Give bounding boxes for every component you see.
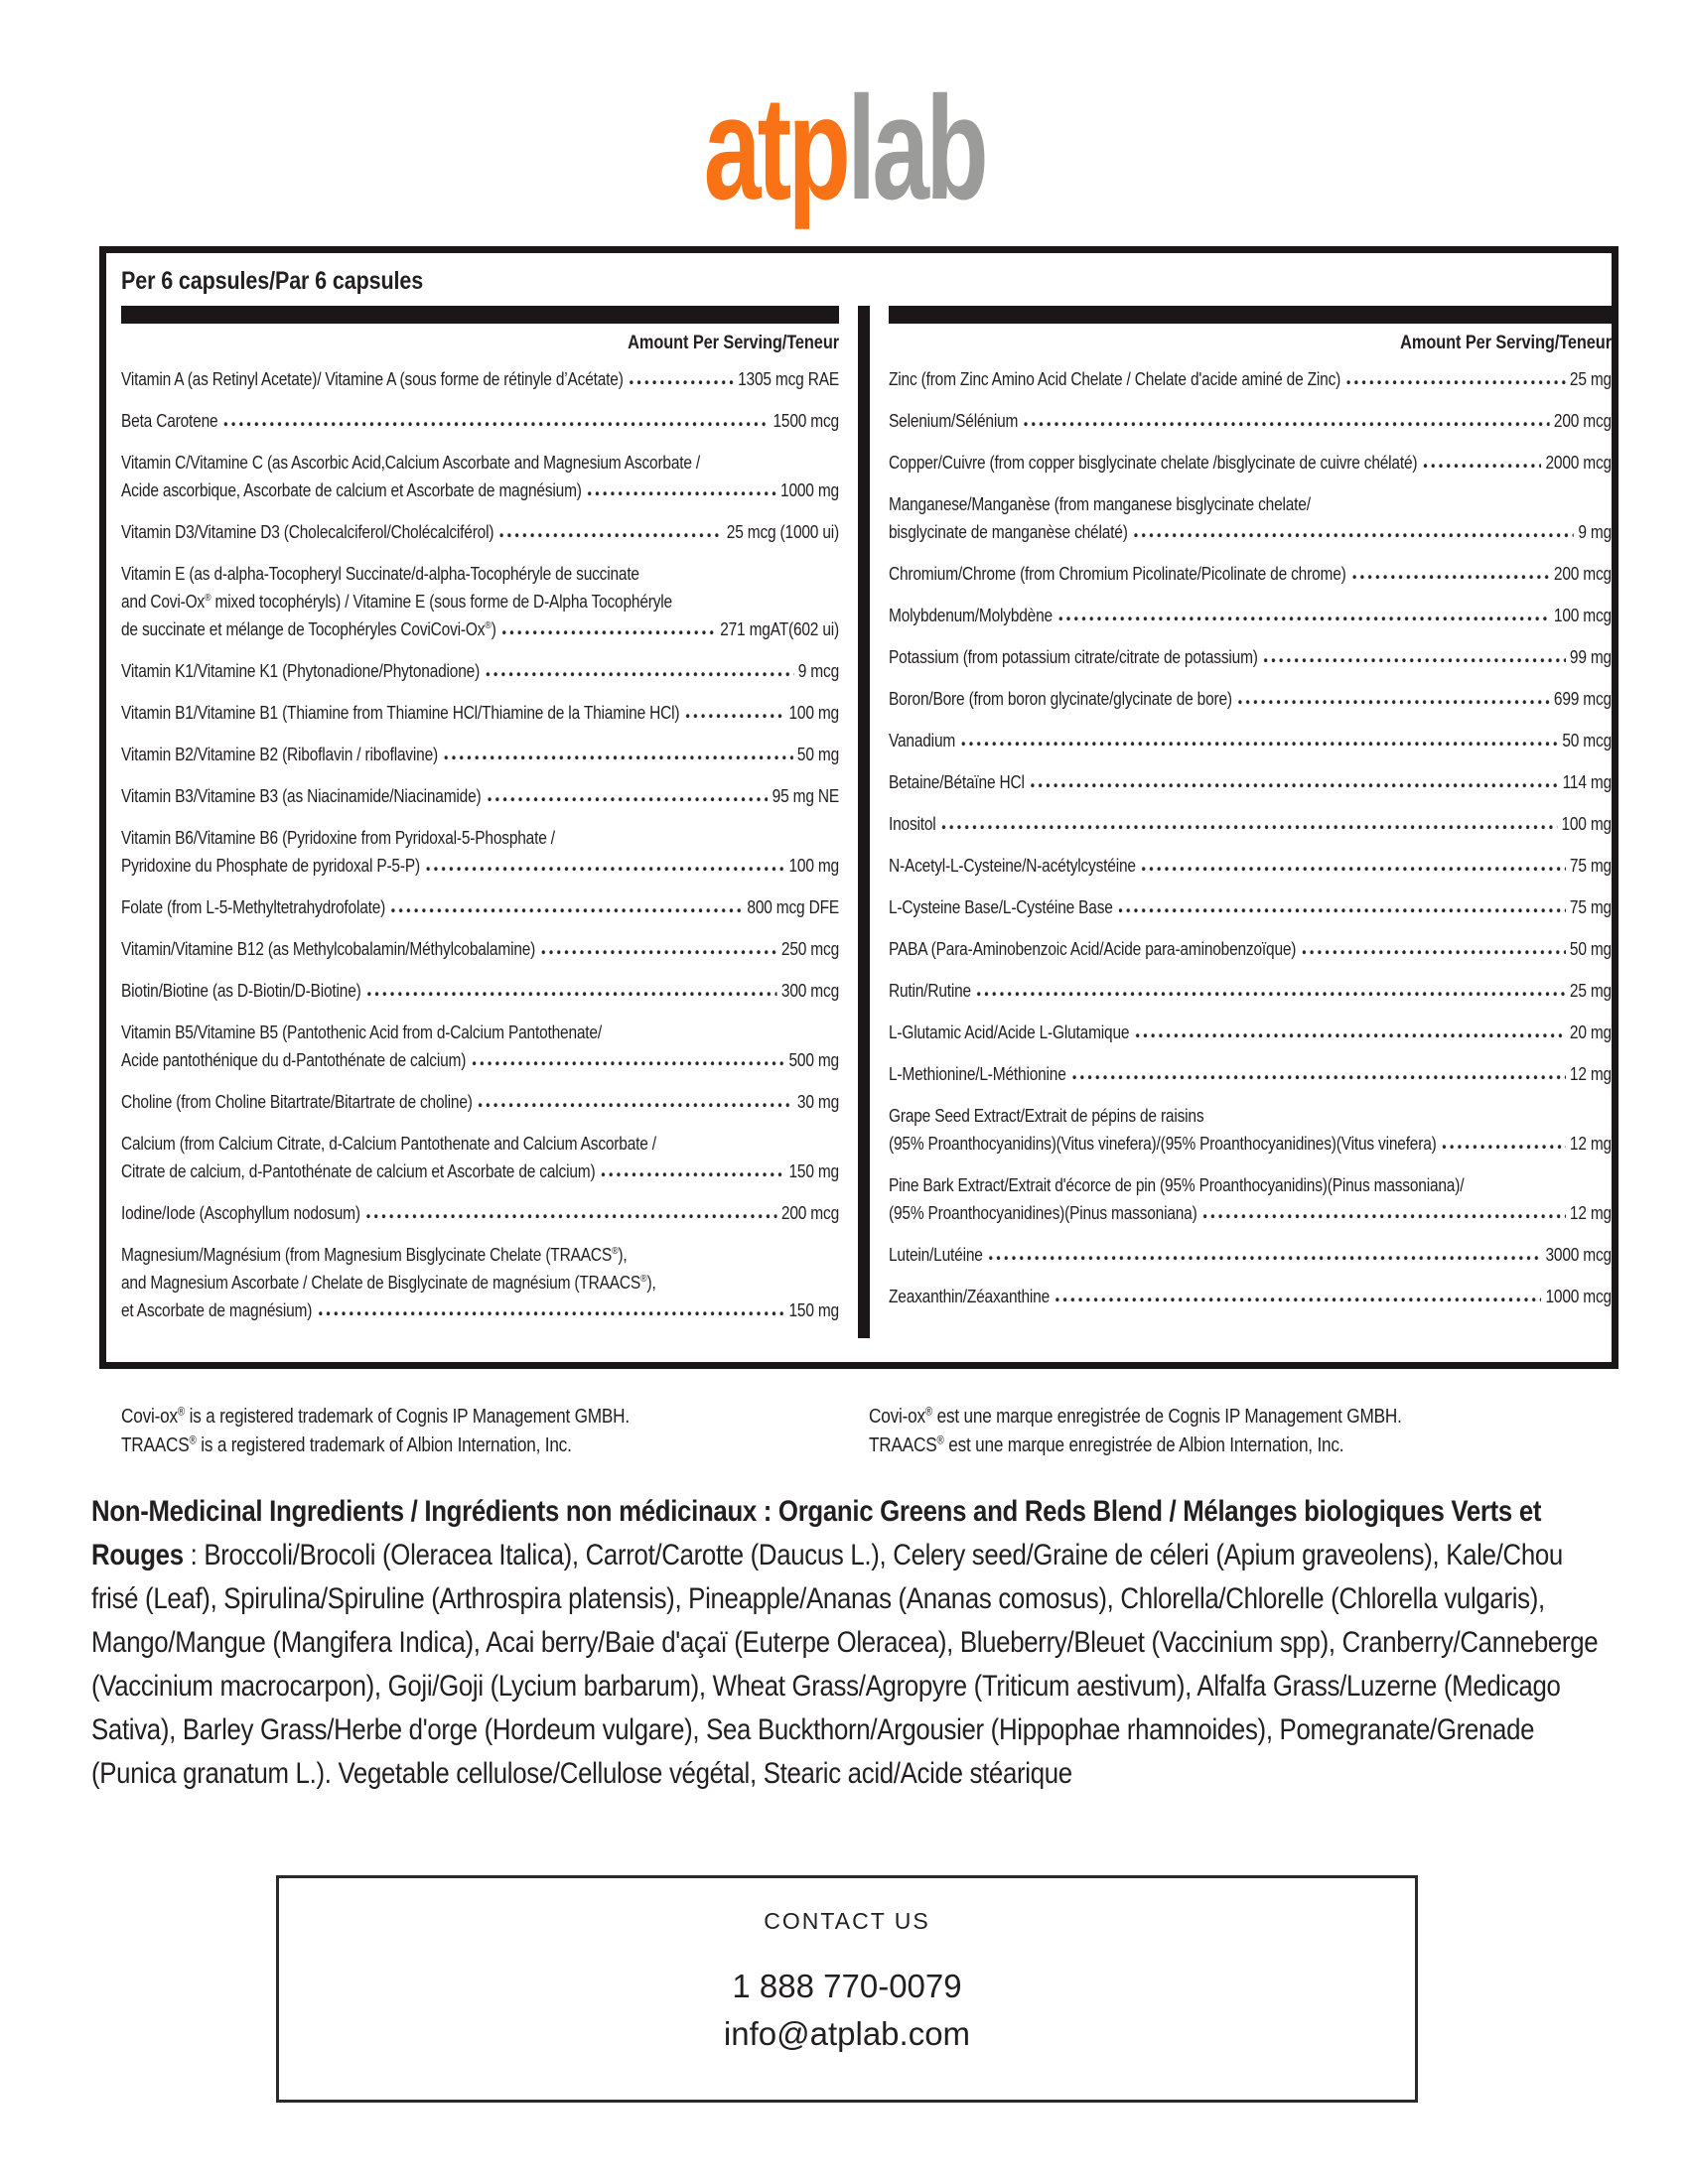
ingredient-row (121, 657, 839, 685)
ingredient-name: Selenium/Sélénium (889, 411, 1019, 431)
ingredient-leader-line (889, 1241, 1612, 1269)
ingredient-leader-line (889, 810, 1612, 838)
leader-dots (364, 1214, 776, 1219)
ingredient-line: Vitamin E (as d-alpha-Tocopheryl Succinate/d-alpha-Tocophéryle de succinate (121, 564, 639, 584)
ingredient-row (889, 1102, 1612, 1158)
ingredient-name: N-Acetyl-L-Cysteine/N-acétylcystéine (889, 856, 1136, 876)
ingredient-amount: 2000 mcg (1545, 453, 1612, 473)
ingredient-leader-line (889, 1130, 1612, 1158)
ingredient-leader-line (889, 1060, 1612, 1088)
contact-email: info@atplab.com (723, 2015, 971, 2052)
leader-dots (477, 1103, 793, 1108)
ingredient-leader-line (121, 1088, 839, 1116)
ingredient-leader-line (889, 560, 1612, 588)
column-header-bar (121, 306, 839, 324)
ingredient-name: (95% Proanthocyanidines)(Pinus massoniana) (889, 1203, 1197, 1223)
ingredient-row (121, 449, 839, 504)
ingredient-amount: 25 mg (1569, 369, 1612, 389)
ingredient-row (889, 977, 1612, 1005)
ingredient-amount: 50 mg (1569, 939, 1612, 959)
amount-per-serving-header: Amount Per Serving/Teneur (628, 333, 839, 353)
ingredient-leader-line (889, 407, 1612, 435)
ingredient-amount: 150 mg (788, 1300, 839, 1320)
leader-dots (1029, 783, 1558, 788)
ingredient-name: Choline (from Choline Bitartrate/Bitartrate de choline) (121, 1092, 473, 1112)
ingredient-amount: 300 mcg (780, 981, 839, 1001)
ingredient-leader-line (121, 977, 839, 1005)
leader-dots (600, 1172, 784, 1177)
ingredient-row (121, 1019, 839, 1074)
ingredient-name: Biotin/Biotine (as D-Biotin/D-Biotine) (121, 981, 361, 1001)
ingredient-row (889, 810, 1612, 838)
ingredient-leader-line (889, 768, 1612, 796)
contact-box (276, 1875, 1418, 2103)
ingredient-name: Inositol (889, 814, 936, 834)
ingredient-name: Vitamin D3/Vitamine D3 (Cholecalciferol/Cholécalciférol) (121, 522, 494, 542)
contact-heading: CONTACT US (764, 1908, 930, 1934)
ingredient-name: Zinc (from Zinc Amino Acid Chelate / Chelate d'acide aminé de Zinc) (889, 369, 1341, 389)
ingredient-amount: 699 mcg (1553, 689, 1612, 709)
ingredient-leader-line (121, 365, 839, 393)
ingredient-name: Vitamin/Vitamine B12 (as Methylcobalamin/Méthylcobalamine) (121, 939, 536, 959)
leader-dots (1201, 1214, 1566, 1219)
ingredient-leader-line (121, 935, 839, 963)
ingredient-name: Beta Carotene (121, 411, 218, 431)
trademark-notes (121, 1403, 1688, 1460)
logo-atp: atp (703, 67, 847, 230)
ingredient-amount: 25 mg (1569, 981, 1612, 1001)
ingredient-leader-line (121, 1297, 839, 1324)
ingredient-amount: 50 mcg (1562, 731, 1612, 751)
ingredient-leader-line (889, 727, 1612, 754)
ingredient-row (121, 560, 839, 643)
ingredient-leader-line (121, 852, 839, 880)
brand-logo-text (703, 69, 984, 228)
leader-dots (1132, 533, 1574, 538)
ingredient-name: Boron/Bore (from boron glycinate/glycinate de bore) (889, 689, 1232, 709)
ingredient-amount: 114 mg (1562, 772, 1612, 792)
ingredient-row (889, 1241, 1612, 1269)
ingredient-row (889, 768, 1612, 796)
ingredient-amount: 200 mcg (1553, 411, 1612, 431)
ingredient-row (121, 741, 839, 768)
leader-dots (1070, 1075, 1566, 1080)
ingredient-name: (95% Proanthocyanidins)(Vitus vinefera)/(95% Proanthocyanidines)(Vitus vinefera) (889, 1134, 1437, 1154)
ingredient-row (889, 643, 1612, 671)
ingredient-row (889, 602, 1612, 629)
ingredient-name: Vanadium (889, 731, 956, 751)
ingredient-name: Chromium/Chrome (from Chromium Picolinate/Picolinate de chrome) (889, 564, 1346, 584)
non-medicinal-paragraph (91, 1490, 1601, 1796)
ingredient-leader-line (889, 602, 1612, 629)
ingredient-line: and Magnesium Ascorbate / Chelate de Bisglycinate de magnésium (TRAACS®), (121, 1273, 656, 1293)
ingredient-amount: 20 mg (1569, 1023, 1612, 1042)
ingredient-amount: 100 mg (1561, 814, 1612, 834)
leader-dots (1236, 700, 1549, 705)
ingredient-leader-line (121, 657, 839, 685)
ingredient-amount: 800 mcg DFE (747, 897, 839, 917)
ingredient-leader-line (121, 1158, 839, 1185)
ingredient-amount: 9 mg (1578, 522, 1612, 542)
ingredient-amount: 75 mg (1569, 856, 1612, 876)
ingredient-amount: 95 mg NE (772, 786, 839, 806)
ingredient-row (121, 365, 839, 393)
supplement-facts-panel (99, 246, 1618, 1369)
ingredient-name: L-Methionine/L-Méthionine (889, 1064, 1066, 1084)
ingredient-amount: 250 mcg (780, 939, 839, 959)
ingredient-row (889, 685, 1612, 713)
ingredient-name: Vitamin B2/Vitamine B2 (Riboflavin / riboflavine) (121, 745, 439, 764)
ingredient-leader-line (889, 893, 1612, 921)
ingredient-row (121, 824, 839, 880)
ingredient-name: Vitamin K1/Vitamine K1 (Phytonadione/Phytonadione) (121, 661, 481, 681)
leader-dots (498, 533, 723, 538)
ingredient-leader-line (889, 852, 1612, 880)
brand-logo (0, 0, 1688, 246)
ingredient-amount: 500 mg (788, 1050, 839, 1070)
non-medicinal-heading: Non-Medicinal Ingredients / Ingrédients non médicinaux : Organic Greens and Reds Blend / Mélanges biologiques Verts et Rouges (91, 1495, 1542, 1571)
ingredient-name: L-Cysteine Base/L-Cystéine Base (889, 897, 1113, 917)
ingredient-line: Manganese/Manganèse (from manganese bisglycinate chelate/ (889, 494, 1311, 514)
logo-lab: lab (846, 67, 985, 230)
ingredient-row (889, 1060, 1612, 1088)
ingredient-leader-line (889, 365, 1612, 393)
ingredient-amount: 9 mcg (797, 661, 839, 681)
ingredient-amount: 200 mcg (780, 1203, 839, 1223)
ingredient-row (121, 782, 839, 810)
ingredient-name: Citrate de calcium, d-Pantothénate de calcium et Ascorbate de calcium) (121, 1161, 596, 1181)
ingredient-line: and Covi-Ox® mixed tocophéryls) / Vitamine E (sous forme de D-Alpha Tocophéryle (121, 592, 672, 612)
ingredient-row (889, 852, 1612, 880)
panel-title: Per 6 capsules/Par 6 capsules (121, 267, 424, 295)
facts-column-right (889, 306, 1612, 1338)
leader-dots (1441, 1145, 1566, 1150)
ingredient-amount: 100 mg (788, 856, 839, 876)
ingredient-list-left (121, 365, 839, 1324)
trademark-line: Covi-ox® is a registered trademark of Cognis IP Management GMBH. (121, 1405, 630, 1428)
ingredient-leader-line (121, 407, 839, 435)
ingredient-row (121, 893, 839, 921)
contact-phone: 1 888 770-0079 (732, 1968, 962, 2004)
ingredient-name: Vitamin B1/Vitamine B1 (Thiamine from Thiamine HCl/Thiamine de la Thiamine HCl) (121, 703, 680, 723)
ingredient-leader-line (889, 685, 1612, 713)
ingredient-name: Zeaxanthin/Zéaxanthine (889, 1287, 1051, 1306)
ingredient-amount: 100 mg (788, 703, 839, 723)
ingredient-name: et Ascorbate de magnésium) (121, 1300, 313, 1320)
leader-dots (959, 742, 1558, 747)
ingredient-leader-line (121, 782, 839, 810)
leader-dots (1056, 616, 1549, 621)
ingredient-line: Magnesium/Magnésium (from Magnesium Bisglycinate Chelate (TRAACS®), (121, 1245, 628, 1265)
ingredient-leader-line (121, 477, 839, 504)
leader-dots (539, 950, 776, 955)
ingredient-name: Lutein/Lutéine (889, 1245, 983, 1265)
ingredient-amount: 30 mg (796, 1092, 839, 1112)
leader-dots (987, 1256, 1541, 1261)
leader-dots (1262, 658, 1566, 663)
ingredient-row (889, 893, 1612, 921)
ingredient-amount: 1305 mcg RAE (738, 369, 839, 389)
ingredient-row (889, 1283, 1612, 1310)
ingredient-row (889, 1019, 1612, 1046)
ingredient-line: Vitamin B5/Vitamine B5 (Pantothenic Acid from d-Calcium Pantothenate/ (121, 1023, 602, 1042)
ingredient-leader-line (889, 643, 1612, 671)
ingredient-row (121, 518, 839, 546)
ingredient-name: PABA (Para-Aminobenzoic Acid/Acide para-aminobenzoïque) (889, 939, 1297, 959)
ingredient-leader-line (889, 1283, 1612, 1310)
non-medicinal-section (91, 1490, 1601, 1796)
leader-dots (1023, 422, 1550, 427)
ingredient-amount: 50 mg (796, 745, 839, 764)
ingredient-leader-line (121, 615, 839, 643)
column-header-bar (889, 306, 1612, 324)
leader-dots (684, 714, 785, 719)
ingredient-amount: 12 mg (1569, 1134, 1612, 1154)
ingredient-row (889, 560, 1612, 588)
ingredient-leader-line (889, 1199, 1612, 1227)
ingredient-name: Rutin/Rutine (889, 981, 971, 1001)
ingredient-leader-line (121, 893, 839, 921)
leader-dots (1134, 1033, 1566, 1038)
ingredient-leader-line (121, 1199, 839, 1227)
ingredient-amount: 12 mg (1569, 1203, 1612, 1223)
ingredient-amount: 271 mgAT(602 ui) (720, 619, 839, 639)
ingredient-amount: 100 mcg (1553, 606, 1612, 625)
ingredient-row (121, 407, 839, 435)
ingredient-row (889, 935, 1612, 963)
facts-columns (121, 306, 1612, 1338)
ingredient-leader-line (121, 741, 839, 768)
leader-dots (1422, 464, 1542, 469)
ingredient-amount: 150 mg (788, 1161, 839, 1181)
ingredient-name: Acide pantothénique du d-Pantothénate de calcium) (121, 1050, 467, 1070)
ingredient-leader-line (889, 935, 1612, 963)
leader-dots (586, 491, 776, 496)
leader-dots (442, 755, 792, 760)
non-medicinal-body: : Broccoli/Brocoli (Oleracea Italica), Carrot/Carotte (Daucus L.), Celery seed/Graine de céleri (Apium graveolens), Kale/Chou frisé (Leaf), Spirulina/Spiruline (Arthrospira platensis), Pineapple/Ananas (Ananas comosus), Chlorella/Chlorelle (Chlorella vulgaris), Mango/Mangue (Mangifera Indica), Acai berry/Baie d'açaï (Euterpe Oleracea), Blueberry/Bleuet (Vaccinium spp), Cranberry/Canneberge (Vaccinium macrocarpon), Goji/Goji (Lycium barbarum), Wheat Grass/Agropyre (Triticum aestivum), Alfalfa Grass/Luzerne (Medicago Sativa), Barley Grass/Herbe d'orge (Hordeum vulgare), Sea Buckthorn/Argousier (Hippophae rhamnoides), Pomegranate/Grenade (Punica granatum L.). Vegetable cellulose/Cellulose végétal, Stearic acid/Acide stéarique (91, 1539, 1599, 1790)
ingredient-name: Folate (from L-5-Methyltetrahydrofolate) (121, 897, 386, 917)
ingredient-name: Copper/Cuivre (from copper bisglycinate chelate /bisglycinate de cuivre chélaté) (889, 453, 1418, 473)
ingredient-leader-line (889, 977, 1612, 1005)
trademark-line: TRAACS® is a registered trademark of Albion Internation, Inc. (121, 1433, 572, 1456)
leader-dots (975, 992, 1565, 997)
leader-dots (424, 867, 784, 872)
ingredient-leader-line (121, 518, 839, 546)
ingredient-row (121, 1199, 839, 1227)
trademark-line: TRAACS® est une marque enregistrée de Albion Internation, Inc. (869, 1433, 1344, 1456)
leader-dots (1054, 1297, 1541, 1302)
ingredient-list-right (889, 365, 1612, 1310)
ingredient-leader-line (889, 518, 1612, 546)
ingredient-row (889, 449, 1612, 477)
facts-column-left (121, 306, 839, 1338)
ingredient-line: Calcium (from Calcium Citrate, d-Calcium Pantothenate and Calcium Ascorbate / (121, 1134, 656, 1154)
trademark-note-english (121, 1403, 869, 1460)
ingredient-leader-line (889, 1019, 1612, 1046)
ingredient-row (889, 490, 1612, 546)
leader-dots (470, 1061, 784, 1066)
ingredient-name: Iodine/Iode (Ascophyllum nodosum) (121, 1203, 360, 1223)
leader-dots (486, 797, 769, 802)
ingredient-row (121, 1241, 839, 1324)
ingredient-name: Vitamin A (as Retinyl Acetate)/ Vitamine A (sous forme de rétinyle d’Acétate) (121, 369, 624, 389)
ingredient-amount: 12 mg (1569, 1064, 1612, 1084)
leader-dots (1350, 575, 1550, 580)
ingredient-row (889, 407, 1612, 435)
ingredient-amount: 99 mg (1569, 647, 1612, 667)
leader-dots (1301, 950, 1566, 955)
ingredient-row (889, 1171, 1612, 1227)
ingredient-line: Vitamin C/Vitamine C (as Ascorbic Acid,Calcium Ascorbate and Magnesium Ascorbate / (121, 453, 701, 473)
ingredient-row (889, 727, 1612, 754)
ingredient-name: Acide ascorbique, Ascorbate de calcium et Ascorbate de magnésium) (121, 480, 582, 500)
ingredient-row (121, 1130, 839, 1185)
ingredient-amount: 75 mg (1569, 897, 1612, 917)
leader-dots (222, 422, 769, 427)
ingredient-name: Molybdenum/Molybdène (889, 606, 1053, 625)
ingredient-name: Pyridoxine du Phosphate de pyridoxal P-5-P) (121, 856, 420, 876)
ingredient-name: Potassium (from potassium citrate/citrate de potassium) (889, 647, 1258, 667)
ingredient-amount: 3000 mcg (1545, 1245, 1612, 1265)
leader-dots (484, 672, 793, 677)
ingredient-row (121, 935, 839, 963)
trademark-line: Covi-ox® est une marque enregistrée de Cognis IP Management GMBH. (869, 1405, 1402, 1428)
ingredient-leader-line (121, 699, 839, 727)
ingredient-name: de succinate et mélange de Tocophéryles CoviCovi-Ox®) (121, 619, 496, 639)
ingredient-name: bisglycinate de manganèse chélaté) (889, 522, 1128, 542)
ingredient-amount: 200 mcg (1553, 564, 1612, 584)
ingredient-row (121, 1088, 839, 1116)
ingredient-name: L-Glutamic Acid/Acide L-Glutamique (889, 1023, 1130, 1042)
ingredient-amount: 25 mcg (1000 ui) (726, 522, 839, 542)
ingredient-leader-line (121, 1046, 839, 1074)
leader-dots (500, 630, 716, 635)
leader-dots (1140, 867, 1565, 872)
leader-dots (317, 1311, 785, 1316)
leader-dots (1117, 908, 1566, 913)
leader-dots (1344, 380, 1565, 385)
ingredient-name: Vitamin B3/Vitamine B3 (as Niacinamide/Niacinamide) (121, 786, 482, 806)
ingredient-line: Pine Bark Extract/Extrait d'écorce de pin (95% Proanthocyanidins)(Pinus massoniana)/ (889, 1175, 1465, 1195)
leader-dots (365, 992, 777, 997)
ingredient-row (121, 977, 839, 1005)
ingredient-amount: 1500 mcg (773, 411, 839, 431)
ingredient-amount: 1000 mg (780, 480, 839, 500)
column-divider (858, 306, 870, 1338)
amount-per-serving-header: Amount Per Serving/Teneur (1400, 333, 1612, 353)
leader-dots (389, 908, 743, 913)
ingredient-line: Grape Seed Extract/Extrait de pépins de raisins (889, 1106, 1204, 1126)
leader-dots (940, 825, 1557, 830)
ingredient-line: Vitamin B6/Vitamine B6 (Pyridoxine from Pyridoxal-5-Phosphate / (121, 828, 555, 848)
ingredient-name: Betaine/Bétaïne HCl (889, 772, 1025, 792)
ingredient-row (889, 365, 1612, 393)
ingredient-row (121, 699, 839, 727)
trademark-note-french (869, 1403, 1604, 1460)
ingredient-amount: 1000 mcg (1545, 1287, 1612, 1306)
leader-dots (628, 380, 734, 385)
ingredient-leader-line (889, 449, 1612, 477)
